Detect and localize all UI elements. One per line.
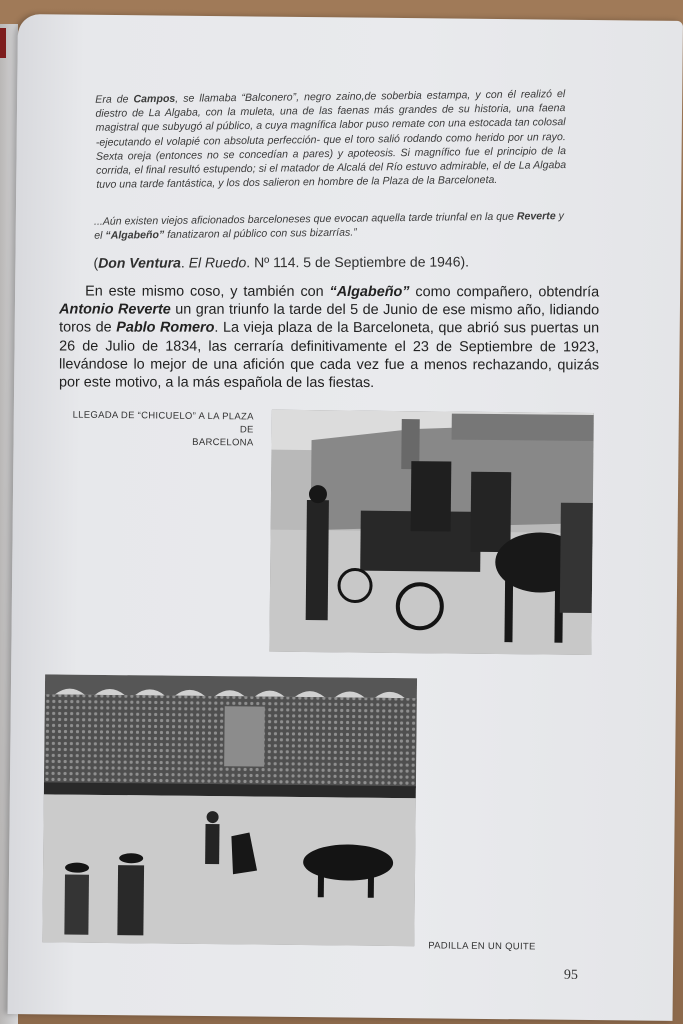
carriage-photo-illustration	[269, 410, 594, 655]
bullfight-photo-illustration	[42, 674, 417, 946]
caption-line: BARCELONA	[192, 436, 254, 449]
bull-breeder-name: Campos	[133, 92, 176, 106]
page-number: 95	[563, 967, 579, 983]
body-paragraph	[59, 282, 599, 392]
matador-name: Antonio Reverte	[59, 301, 171, 318]
quote-text: fanatizaron al público con sus bizarrías.”	[164, 226, 357, 242]
quote-text: Era de	[95, 93, 134, 106]
citation-author: Don Ventura	[98, 254, 181, 271]
citation-paren: (	[93, 254, 99, 271]
body-text: . La vieja plaza de la Barceloneta, que abrió sus puertas un 26 de Julio de 1834, las cerraría definitivamente el 23 de Septiembre de 1923, llevándose lo mejor de una afición que cada vez fue a menos rechazando, quizás por este motivo, a la más española de las fiestas.	[59, 320, 600, 392]
book-cover-edge	[0, 28, 6, 58]
body-text: En este mismo coso, y también con	[85, 283, 330, 300]
photo-caption-1	[57, 408, 253, 449]
photo-bullfight	[42, 674, 417, 946]
matador-name: Reverte	[516, 210, 556, 223]
citation-details: . Nº 114. 5 de Septiembre de 1946).	[246, 253, 470, 271]
matador-name: “Algabeño”	[105, 229, 165, 242]
matador-name: “Algabeño”	[329, 283, 410, 301]
ranch-name: Pablo Romero	[116, 319, 215, 337]
body-text: un gran triunfo la tarde del 5 de Junio de ese mismo año, lidiando toros de	[59, 301, 600, 336]
quote-text: , se llamaba “Balconero”, negro zaino,de soberbia estampa, y con él realizó el diestro de La Algaba, con la muleta, una de las faenas más grandes de su historia, una faena magistral que subyugó al público, a cuya magnífica labor puso remate con una estocada tan colosal -ejecutando el volapié con absoluta perfección- que el toro salió rodando como herido por un rayo. Sexta oreja (entonces no se concedían a pares) y apoteosis. Si magnífico fue el principio de la corrida, el final resultó estupendo; si el matador de Alcalá del Río estuvo admirable, el de La Algaba tuvo una tarde fantástica, y los dos salieron en hombre de la Plaza de la Barceloneta.	[95, 88, 567, 192]
photo-carriage-arrival	[269, 410, 594, 655]
quote-paragraph-1	[95, 87, 566, 192]
body-text: como compañero, obtendría	[409, 284, 600, 301]
photo-caption-2: PADILLA EN UN QUITE	[428, 940, 536, 953]
quote-text: y el	[94, 210, 565, 243]
citation-journal: El Ruedo	[188, 254, 247, 271]
book-page	[8, 14, 683, 1021]
quote-text: ...Aún existen viejos aficionados barceloneses que evocan aquella tarde triunfal en la que	[93, 210, 517, 228]
quote-paragraph-2	[94, 209, 564, 243]
citation	[93, 253, 513, 270]
citation-sep: .	[180, 254, 189, 271]
caption-line: LLEGADA DE “CHICUELO” A LA PLAZA DE	[72, 409, 254, 436]
